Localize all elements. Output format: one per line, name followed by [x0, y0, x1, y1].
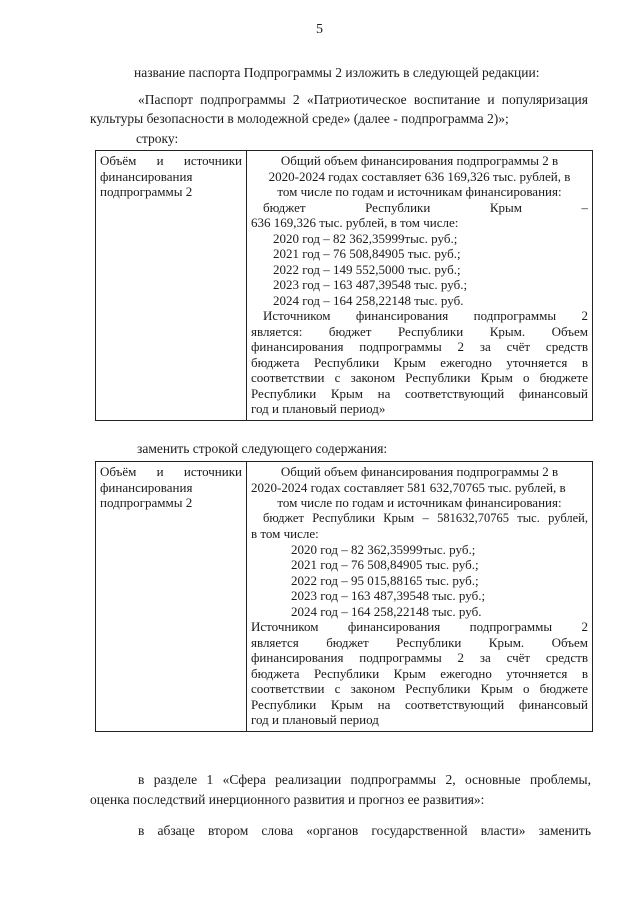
right-line: 2022 год – 149 552,5000 тыс. руб.;	[273, 261, 461, 277]
right-line: Источником финансирования подпрограммы 2	[251, 619, 588, 634]
left-line: Объём и источники	[100, 153, 242, 168]
right-line: 2021 год – 76 508,84905 тыс. руб.;	[291, 557, 479, 572]
right-line: бюджета Республики Крым ежегодно уточняется в	[251, 354, 588, 370]
right-line: в том числе:	[251, 526, 319, 541]
right-line: год и плановый период	[251, 712, 379, 727]
right-line: является: бюджет Республики Крым. Объем	[251, 323, 588, 339]
right-line: 2020 год – 82 362,35999тыс. руб.;	[291, 541, 476, 557]
right-line: Источником финансирования подпрограммы 2	[263, 308, 588, 323]
right-line: 2020 год – 82 362,35999тыс. руб.;	[273, 230, 458, 246]
right-line: бюджета Республики Крым ежегодно уточняется в	[251, 665, 588, 681]
right-line: 2020-2024 годах составляет 581 632,70765 тыс. рублей, в	[251, 479, 566, 495]
left-line: Объём и источники	[100, 464, 242, 479]
left-line: финансирования	[100, 168, 193, 184]
right-line: соответствии с законом Республики Крым о бюджете	[251, 681, 588, 696]
right-line: 2022 год – 95 015,88165 тыс. руб.;	[291, 572, 479, 588]
right-line: финансирования подпрограммы 2 за счёт средств	[251, 339, 588, 354]
right-line: том числе по годам и источникам финансирования:	[277, 495, 562, 510]
right-line: Общий объем финансирования подпрограммы 2 в	[280, 153, 559, 168]
left-line: подпрограммы 2	[100, 184, 193, 199]
right-line: 2021 год – 76 508,84905 тыс. руб.;	[273, 246, 461, 261]
right-line: том числе по годам и источникам финансирования:	[277, 184, 562, 199]
table-right-cell	[247, 151, 593, 421]
left-line: подпрограммы 2	[100, 495, 193, 510]
right-line: является бюджет Республики Крым. Объем	[251, 634, 588, 650]
page-number: 5	[316, 22, 323, 37]
right-line: 636 169,326 тыс. рублей, в том числе:	[251, 215, 459, 230]
right-line: 2024 год – 164 258,22148 тыс. руб.	[291, 603, 482, 619]
right-line: Республики Крым на соответствующий финансовый	[251, 385, 588, 401]
right-line: 2024 год – 164 258,22148 тыс. руб.	[273, 292, 464, 308]
intro-line: название паспорта Подпрограммы 2 изложить в следующей редакции:	[134, 65, 540, 80]
section-line-1: в разделе 1 «Сфера реализации подпрограммы 2, основные проблемы,	[138, 772, 591, 787]
last-line: в абзаце втором слова «органов государственной власти» заменить	[138, 823, 591, 838]
right-line: бюджет Республики Крым – 581632,70765 тыс. рублей,	[263, 510, 588, 525]
quote-line-2: культуры безопасности в молодежной среде» (далее - подпрограмма 2)»;	[90, 111, 509, 126]
right-line: год и плановый период»	[251, 401, 386, 416]
right-line: финансирования подпрограммы 2 за счёт средств	[251, 650, 588, 665]
replace-line: заменить строкой следующего содержания:	[137, 441, 388, 456]
right-line: 2023 год – 163 487,39548 тыс. руб.;	[273, 277, 468, 292]
financing-table-new	[95, 461, 593, 732]
quote-line-1: «Паспорт подпрограммы 2 «Патриотическое воспитание и популяризация	[138, 92, 588, 107]
section-line-2: оценка последствий инерционного развития и прогноз ее развития»:	[90, 792, 485, 807]
right-line: бюджет Республики Крым –	[263, 199, 588, 215]
right-line: Республики Крым на соответствующий финансовый	[251, 696, 588, 712]
stroku-label: строку:	[136, 131, 179, 146]
right-line: 2020-2024 годах составляет 636 169,326 тыс. рублей, в	[268, 168, 571, 184]
right-line: Общий объем финансирования подпрограммы 2 в	[280, 464, 559, 479]
financing-table-old	[95, 150, 593, 421]
right-line: соответствии с законом Республики Крым о бюджете	[251, 370, 588, 385]
left-line: финансирования	[100, 479, 193, 495]
table-left-cell	[96, 151, 247, 421]
right-line: 2023 год – 163 487,39548 тыс. руб.;	[291, 588, 486, 603]
table-left-cell	[96, 462, 247, 732]
table-right-cell	[247, 462, 593, 732]
